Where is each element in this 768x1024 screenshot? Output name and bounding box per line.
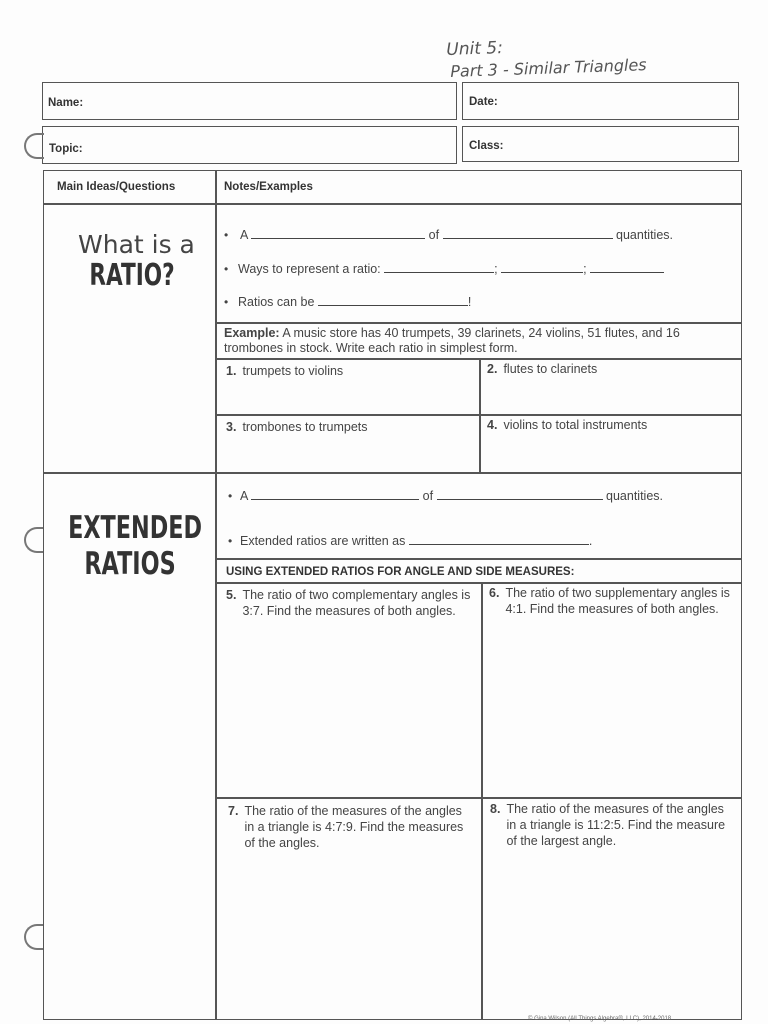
question-2: 2. flutes to clarinets <box>487 362 598 376</box>
extended-section-heading: USING EXTENDED RATIOS FOR ANGLE AND SIDE MEASURES: <box>226 566 575 578</box>
extended-title-line2: RATIOS <box>84 546 176 582</box>
ratio-title-script: What is a <box>78 230 195 259</box>
name-label: Name: <box>48 97 84 109</box>
binder-hole-bottom <box>24 924 44 950</box>
extended-heading-top-divider <box>216 558 742 560</box>
ratio-example-top-divider <box>216 322 742 324</box>
ratio-grid-vertical <box>479 358 481 472</box>
blank-ratio-1[interactable] <box>251 226 425 239</box>
col-header-main: Main Ideas/Questions <box>57 181 176 193</box>
extended-bullet-definition: A of quantities. <box>240 489 664 503</box>
ratio-example: Example: A music store has 40 trumpets, 39 clarinets, 24 violins, 51 flutes, and 16 trombones in stock. Write each ratio in simplest form. <box>224 326 680 355</box>
extended-grid-middle <box>216 797 742 799</box>
class-field[interactable] <box>462 126 739 162</box>
binder-hole-top <box>24 133 44 159</box>
blank-ways-2[interactable] <box>501 260 583 273</box>
question-7: 7. The ratio of the measures of the angles in a triangle is 4:7:9. Find the measures of the angles. <box>228 804 464 850</box>
date-label: Date: <box>469 96 498 108</box>
name-field[interactable] <box>42 82 457 120</box>
extended-grid-vertical <box>481 582 483 1020</box>
date-field[interactable] <box>462 82 739 120</box>
handwritten-unit: Unit 5: <box>446 38 504 60</box>
ratio-bullet-definition: A of quantities. <box>240 228 674 242</box>
topic-field[interactable] <box>42 126 457 164</box>
question-8: 8. The ratio of the measures of the angles in a triangle is 11:2:5. Find the measure of the largest angle. <box>490 802 726 848</box>
question-3: 3. trombones to trumpets <box>226 420 368 434</box>
copyright-footer: © Gina Wilson (All Things Algebra®, LLC), 2014-2018 <box>528 1016 672 1022</box>
blank-can-be[interactable] <box>318 293 468 306</box>
blank-extended-1[interactable] <box>251 487 419 500</box>
question-6: 6. The ratio of two supplementary angles is 4:1. Find the measures of both angles. <box>489 586 730 616</box>
ratio-bullets: • A of quantities. • Ways to represent a ratio: ; ; • Ratios can be ! <box>224 228 674 309</box>
blank-ratio-2[interactable] <box>443 226 613 239</box>
blank-ways-3[interactable] <box>590 260 664 273</box>
extended-grid-top <box>216 582 742 584</box>
ratio-title: RATIO? <box>89 258 175 293</box>
extended-bullet-written-as: Extended ratios are written as . <box>240 534 593 548</box>
class-label: Class: <box>469 140 504 152</box>
blank-ways-1[interactable] <box>384 260 494 273</box>
question-5: 5. The ratio of two complementary angles is 3:7. Find the measures of both angles. <box>226 588 471 618</box>
question-4: 4. violins to total instruments <box>487 418 648 432</box>
binder-hole-middle <box>24 527 44 553</box>
topic-label: Topic: <box>49 143 83 155</box>
question-1: 1. trumpets to violins <box>226 364 344 378</box>
ratio-bullet-can-be: Ratios can be ! <box>238 295 472 309</box>
section-divider <box>43 472 742 474</box>
col-header-notes: Notes/Examples <box>224 181 313 193</box>
ratio-bullet-ways: Ways to represent a ratio: ; ; <box>238 260 664 277</box>
handwritten-part: Part 3 - Similar Triangles <box>450 55 647 81</box>
blank-written-as[interactable] <box>409 532 589 545</box>
extended-title-line1: EXTENDED <box>68 510 202 546</box>
blank-extended-2[interactable] <box>437 487 603 500</box>
